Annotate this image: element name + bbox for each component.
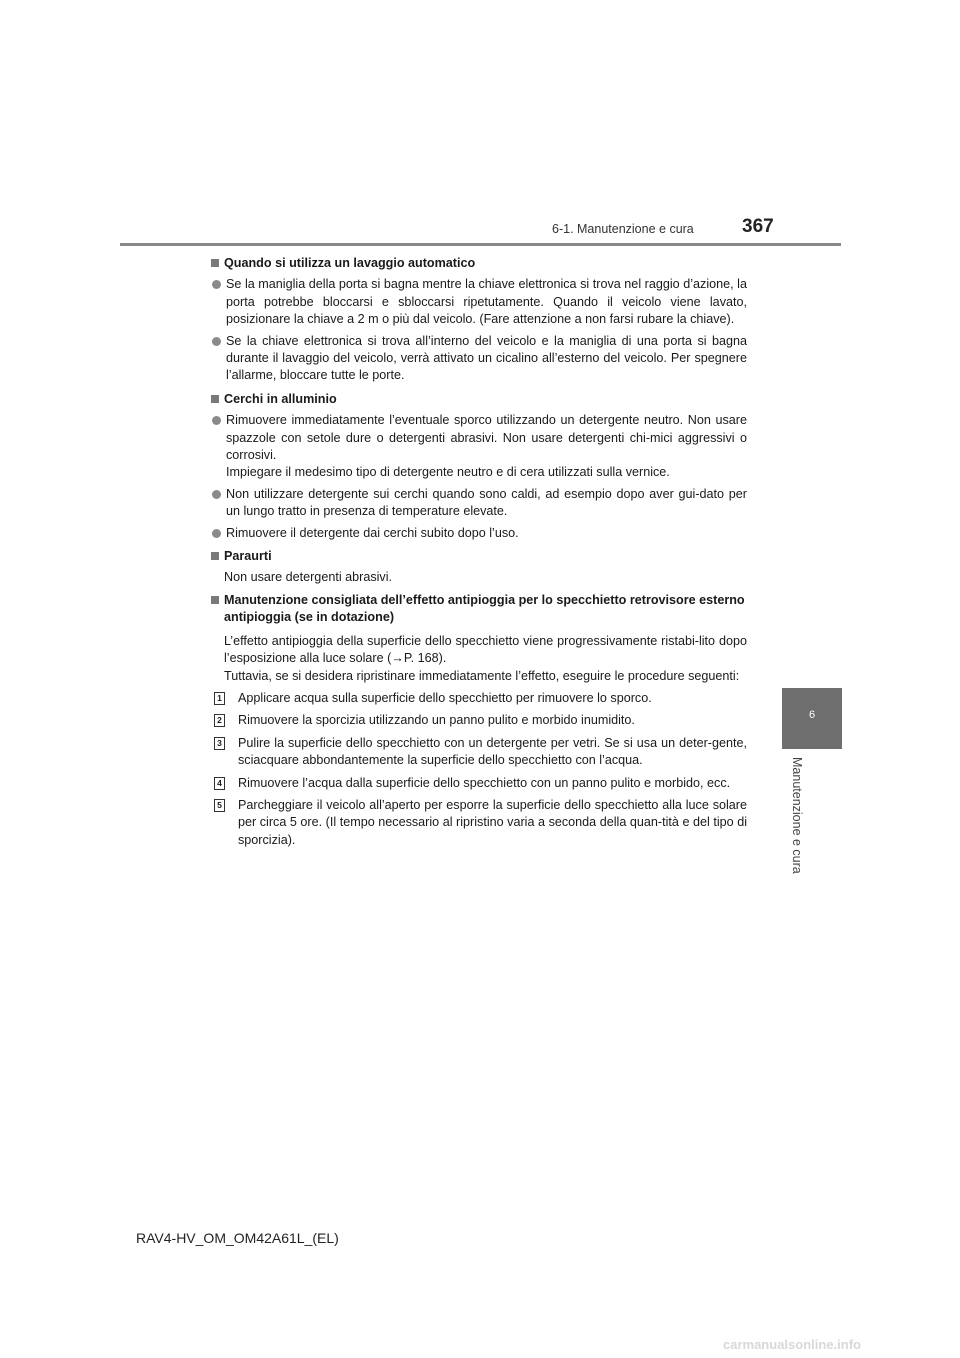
round-bullet-icon [212, 490, 221, 499]
bullet-item: Se la maniglia della porta si bagna mentre la chiave elettronica si trova nel raggio d’azione, la porta potrebbe bloccarsi e sbloccarsi ripetutamente. Quando il veicolo viene lavato, posizionare la chiave a 2 m o più dal veicolo. (Fare attenzione a non farsi rubare la chiave). [211, 276, 747, 328]
chapter-tab [782, 688, 842, 747]
header-section-title: 6-1. Manutenzione e cura [552, 222, 694, 236]
round-bullet-icon [212, 280, 221, 289]
section-heading: Manutenzione consigliata dell’effetto antipioggia per lo specchietto retrovisore esterno antipioggia (se in dotazione) [211, 592, 747, 627]
round-bullet-icon [212, 337, 221, 346]
section-heading: Paraurti [211, 548, 747, 565]
step-item: 1 Applicare acqua sulla superficie dello specchietto per rimuovere lo sporco. [211, 690, 747, 707]
header-rule [120, 243, 841, 246]
square-bullet-icon [211, 596, 219, 604]
page-number: 367 [742, 216, 774, 237]
step-number-box: 4 [214, 777, 225, 790]
section-heading: Cerchi in alluminio [211, 391, 747, 408]
square-bullet-icon [211, 259, 219, 267]
bullet-item: Rimuovere immediatamente l’eventuale sporco utilizzando un detergente neutro. Non usare spazzole con setole dure o detergenti abrasivi. Non usare detergenti chi-mici aggressivi o corrosivi. Impiegare il medesimo tipo di detergente neutro e di cera utilizzati sulla vernice. [211, 412, 747, 482]
section-heading: Quando si utilizza un lavaggio automatico [211, 255, 747, 272]
round-bullet-icon [212, 529, 221, 538]
bullet-item: Non utilizzare detergente sui cerchi quando sono caldi, ad esempio dopo aver gui-dato per un lungo tratto in presenza di temperature elevate. [211, 486, 747, 521]
bullet-item: Se la chiave elettronica si trova all’interno del veicolo e la maniglia di una porta si bagna durante il lavaggio del veicolo, verrà attivato un cicalino all’esterno del veicolo. Per spegnere l’allarme, bloccare tutte le porte. [211, 333, 747, 385]
step-number-box: 1 [214, 692, 225, 705]
section-text: Non usare detergenti abrasivi. [224, 569, 393, 584]
bullet-item: Rimuovere il detergente dai cerchi subito dopo l’uso. [211, 525, 747, 542]
step-number-box: 3 [214, 737, 225, 750]
square-bullet-icon [211, 552, 219, 560]
step-item: 3 Pulire la superficie dello specchietto con un detergente per vetri. Se si usa un deter-gente, sciacquare abbondantemente la superficie dello specchietto con l’acqua. [211, 735, 747, 770]
watermark: carmanualsonline.info [723, 1337, 861, 1352]
square-bullet-icon [211, 395, 219, 403]
chapter-tab-number: 6 [808, 709, 816, 721]
step-item: 4 Rimuovere l’acqua dalla superficie dello specchietto con un panno pulito e morbido, ecc. [211, 775, 747, 792]
chapter-side-label: Manutenzione e cura [790, 757, 804, 874]
chapter-tab-line [782, 747, 842, 749]
step-number-box: 5 [214, 799, 225, 812]
section-paragraph: L’effetto antipioggia della superficie dello specchietto viene progressivamente ristabi-lito dopo l’esposizione alla luce solare (→P. 168). Tuttavia, se si desidera ripristinare immediatamente l’effetto, eseguire le procedure seguenti: [224, 633, 747, 683]
footer-manual-code: RAV4-HV_OM_OM42A61L_(EL) [136, 1230, 339, 1246]
step-number-box: 2 [214, 714, 225, 727]
page-content [211, 255, 747, 849]
round-bullet-icon [212, 416, 221, 425]
step-item: 5 Parcheggiare il veicolo all’aperto per esporre la superficie dello specchietto alla luce solare per circa 5 ore. (Il tempo necessario al ripristino varia a seconda della quan-tità e del tipo di sporcizia). [211, 797, 747, 849]
step-item: 2 Rimuovere la sporcizia utilizzando un panno pulito e morbido inumidito. [211, 712, 747, 729]
